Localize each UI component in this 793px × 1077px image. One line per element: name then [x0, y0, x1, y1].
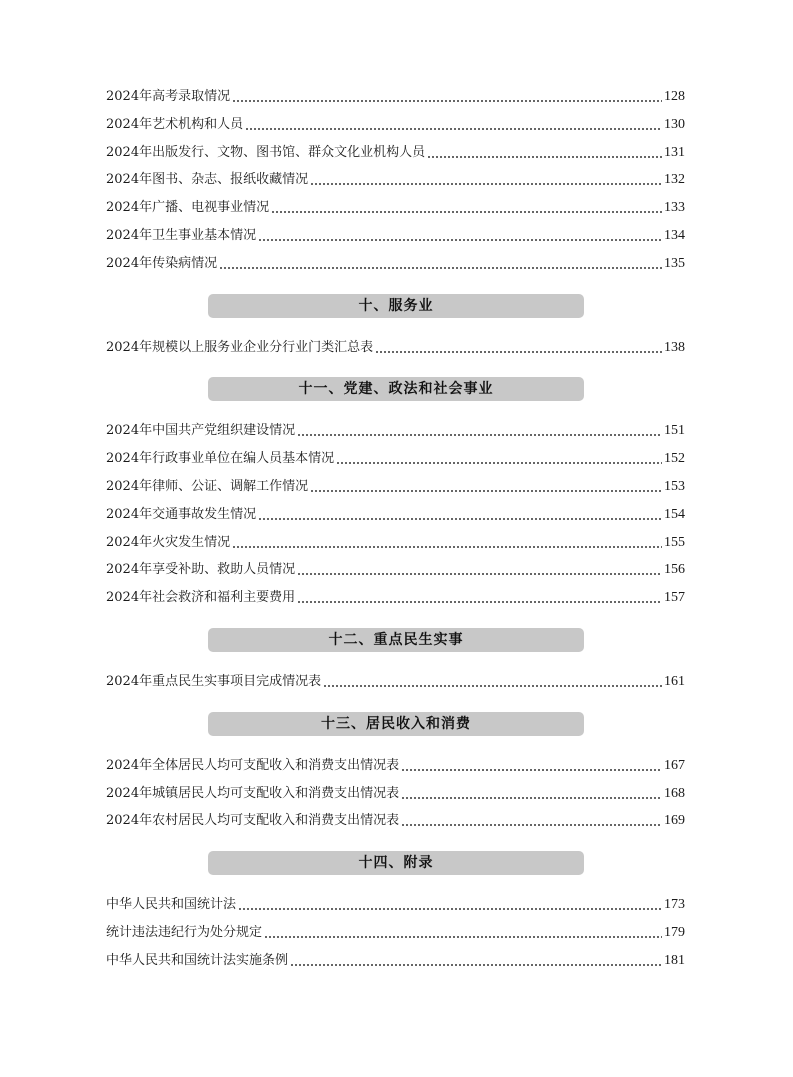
- dot-leader: [271, 204, 662, 214]
- dot-leader: [336, 455, 662, 465]
- page-number: 155: [664, 534, 685, 550]
- dot-leader: [323, 678, 662, 688]
- toc-entry[interactable]: [106, 227, 685, 245]
- dot-leader: [297, 594, 662, 604]
- section-heading: 十三、居民收入和消费: [208, 712, 584, 736]
- entry-title: 2024年出版发行、文物、图书馆、群众文化业机构人员: [106, 144, 426, 160]
- table-of-contents: [106, 88, 685, 980]
- dot-leader: [297, 566, 662, 576]
- dot-leader: [375, 344, 662, 354]
- entry-title: 2024年重点民生实事项目完成情况表: [106, 673, 322, 689]
- entry-title: 2024年高考录取情况: [106, 89, 231, 104]
- entry-title: 中华人民共和国统计法实施条例: [106, 952, 289, 968]
- page-number: 156: [664, 562, 685, 578]
- page-number: 157: [664, 590, 685, 606]
- page-number: 179: [664, 924, 685, 940]
- page-number: 130: [664, 116, 685, 132]
- entry-title: 2024年火灾发生情况: [106, 534, 231, 550]
- entry-title: 2024年享受补助、救助人员情况: [106, 562, 296, 578]
- entry-title: 2024年艺术机构和人员: [106, 116, 244, 132]
- dot-leader: [401, 790, 662, 800]
- page-number: 167: [664, 757, 685, 773]
- page-number: 152: [664, 451, 685, 467]
- page-number: 135: [664, 255, 685, 271]
- toc-entry[interactable]: [106, 478, 685, 496]
- dot-leader: [264, 929, 662, 939]
- dot-leader: [290, 957, 662, 967]
- page-number: 169: [664, 813, 685, 829]
- entry-title: 2024年卫生事业基本情况: [106, 227, 257, 243]
- section-heading: 十二、重点民生实事: [208, 628, 584, 652]
- toc-entry[interactable]: [106, 561, 685, 579]
- page-number: 138: [664, 339, 685, 355]
- section-heading: 十一、党建、政法和社会事业: [208, 377, 584, 401]
- dot-leader: [219, 260, 662, 270]
- toc-entry[interactable]: [106, 199, 685, 217]
- page-number: 173: [664, 897, 685, 913]
- entry-title: 2024年规模以上服务业企业分行业门类汇总表: [106, 339, 374, 355]
- dot-leader: [232, 539, 662, 549]
- toc-entry[interactable]: [106, 255, 685, 273]
- toc-entry[interactable]: [106, 924, 685, 942]
- page-number: 131: [664, 144, 685, 160]
- entry-title: 2024年全体居民人均可支配收入和消费支出情况表: [106, 757, 400, 773]
- entry-title: 2024年交通事故发生情况: [106, 506, 257, 522]
- toc-entry[interactable]: [106, 896, 685, 914]
- toc-entry[interactable]: [106, 757, 685, 775]
- section-heading: 十、服务业: [208, 294, 584, 318]
- dot-leader: [245, 121, 662, 131]
- entry-title: 2024年中国共产党组织建设情况: [106, 423, 296, 439]
- toc-entry[interactable]: [106, 144, 685, 162]
- dot-leader: [310, 176, 662, 186]
- entry-title: 2024年律师、公证、调解工作情况: [106, 478, 309, 494]
- toc-entry[interactable]: [106, 673, 685, 691]
- toc-entry[interactable]: [106, 952, 685, 970]
- toc-entry[interactable]: [106, 450, 685, 468]
- page-number: 168: [664, 785, 685, 801]
- entry-title: 2024年广播、电视事业情况: [106, 200, 270, 216]
- entry-title: 2024年图书、杂志、报纸收藏情况: [106, 172, 309, 188]
- entry-title: 2024年社会救济和福利主要费用: [106, 590, 296, 606]
- dot-leader: [310, 483, 662, 493]
- section-heading: 十四、附录: [208, 851, 584, 875]
- toc-entry[interactable]: [106, 589, 685, 607]
- page-number: 134: [664, 227, 685, 243]
- page-number: 151: [664, 423, 685, 439]
- dot-leader: [401, 817, 662, 827]
- entry-title: 2024年传染病情况: [106, 255, 218, 271]
- entry-title: 中华人民共和国统计法: [106, 897, 237, 913]
- entry-title: 2024年农村居民人均可支配收入和消费支出情况表: [106, 813, 400, 829]
- dot-leader: [258, 511, 662, 521]
- dot-leader: [401, 762, 662, 772]
- page-number: 128: [664, 89, 685, 104]
- page-number: 161: [664, 673, 685, 689]
- toc-entry[interactable]: [106, 785, 685, 803]
- dot-leader: [238, 901, 662, 911]
- toc-entry[interactable]: [106, 422, 685, 440]
- toc-entry[interactable]: [106, 812, 685, 830]
- toc-entry[interactable]: [106, 339, 685, 357]
- dot-leader: [297, 427, 662, 437]
- page-number: 181: [664, 952, 685, 968]
- toc-entry[interactable]: [106, 116, 685, 134]
- page-number: 153: [664, 478, 685, 494]
- toc-entry[interactable]: [106, 506, 685, 524]
- toc-entry[interactable]: [106, 88, 685, 106]
- entry-title: 2024年城镇居民人均可支配收入和消费支出情况表: [106, 785, 400, 801]
- page-number: 154: [664, 506, 685, 522]
- toc-entry[interactable]: [106, 534, 685, 552]
- dot-leader: [232, 93, 662, 103]
- entry-title: 2024年行政事业单位在编人员基本情况: [106, 451, 335, 467]
- dot-leader: [427, 149, 662, 159]
- toc-entry[interactable]: [106, 171, 685, 189]
- entry-title: 统计违法违纪行为处分规定: [106, 924, 263, 940]
- page-number: 132: [664, 172, 685, 188]
- page-number: 133: [664, 200, 685, 216]
- dot-leader: [258, 232, 662, 242]
